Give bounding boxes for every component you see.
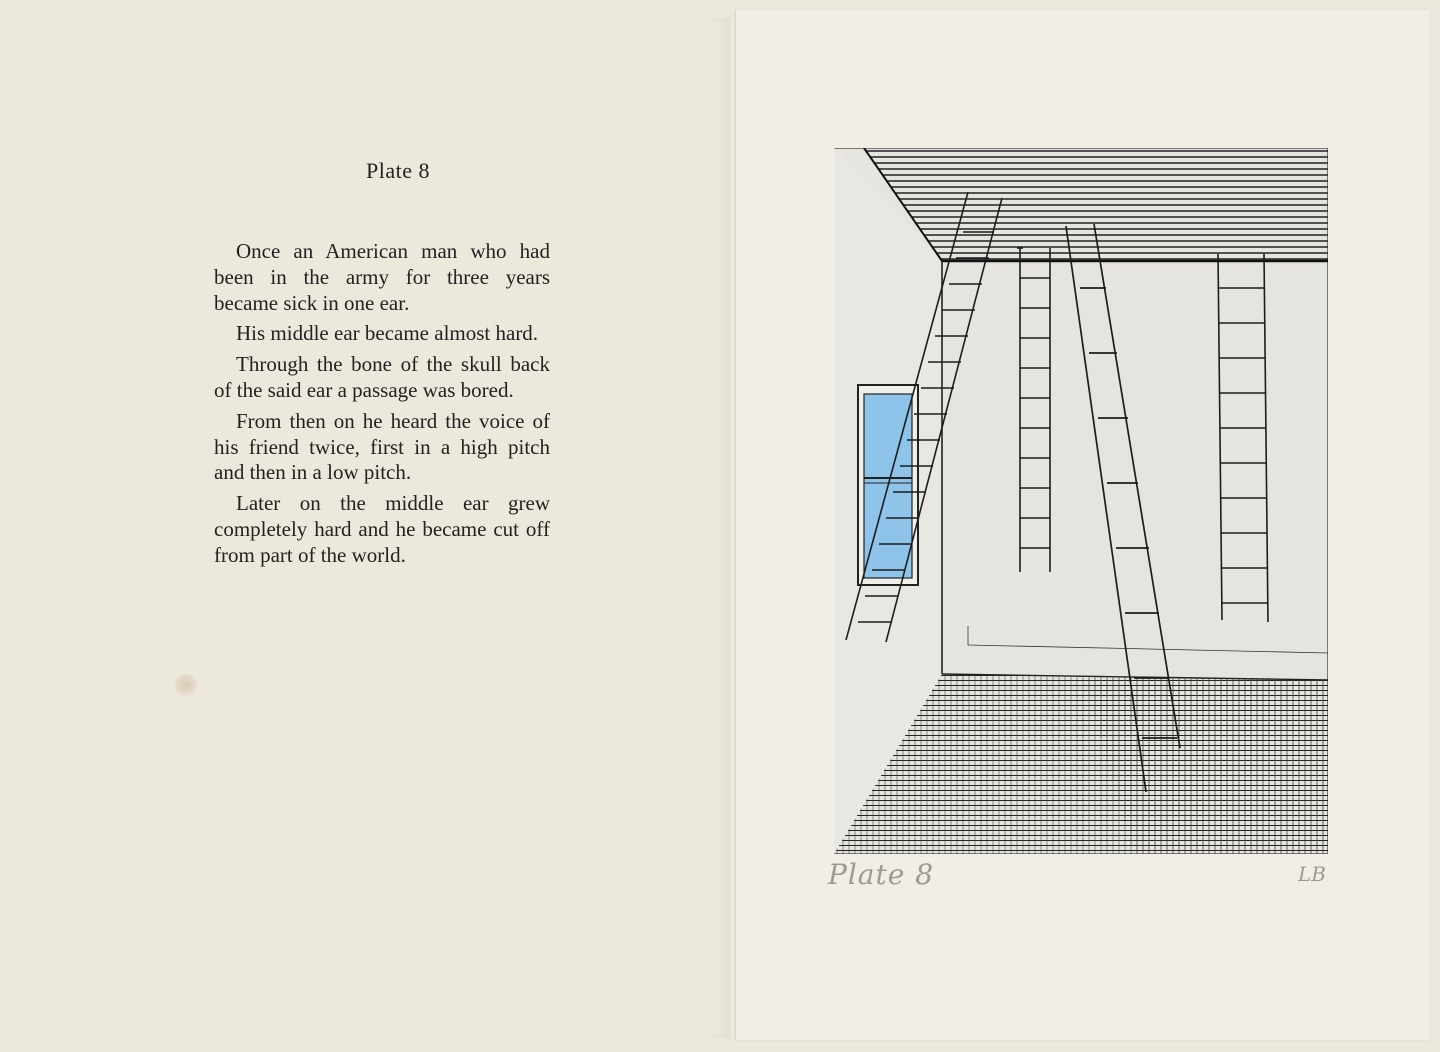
artist-initials: LB <box>1298 862 1326 886</box>
story-text <box>214 239 550 574</box>
paragraph: From then on he heard the voice of his friend twice, first in a high pitch and then in a low pitch. <box>214 408 550 485</box>
ceiling <box>864 148 1328 261</box>
paragraph: Through the bone of the skull back of the said ear a passage was bored. <box>214 352 550 402</box>
paragraph: Later on the middle ear grew completely hard and he became cut off from part of the world. <box>214 491 550 567</box>
paragraph: Once an American man who had been in the army for three years became sick in one ear. <box>214 239 550 315</box>
left-page <box>18 18 730 1038</box>
plate-inscription: Plate 8 <box>828 858 935 891</box>
paragraph: His middle ear became almost hard. <box>236 321 539 346</box>
page-title: Plate 8 <box>366 158 430 183</box>
paper-stain <box>175 674 197 696</box>
right-page <box>735 10 1430 1040</box>
etching-ladders-room <box>834 148 1328 854</box>
